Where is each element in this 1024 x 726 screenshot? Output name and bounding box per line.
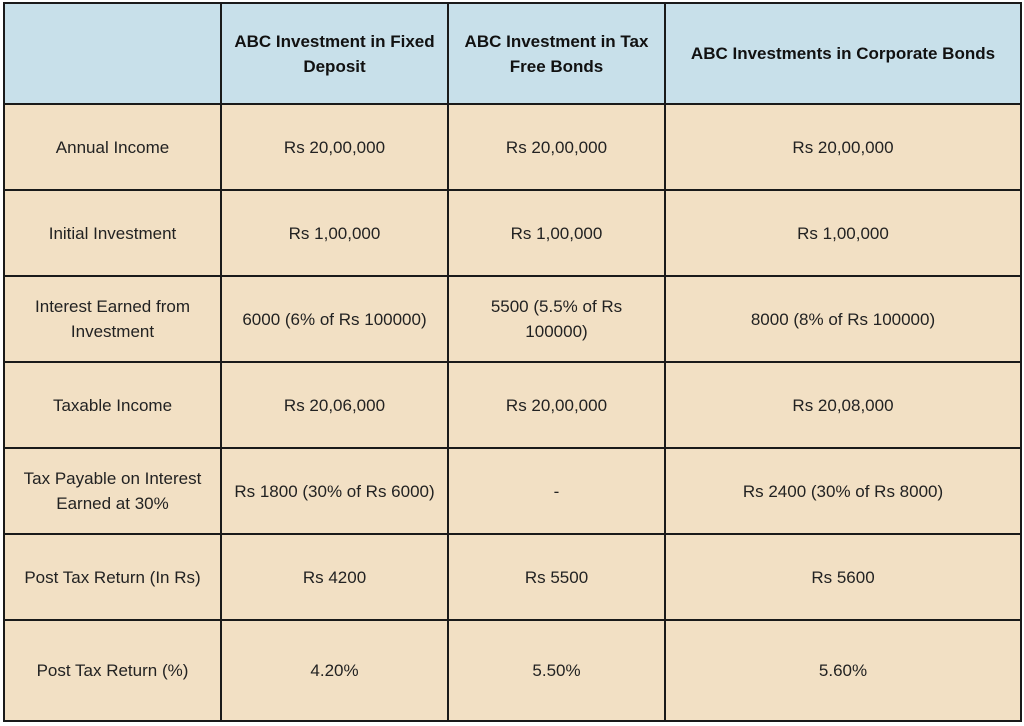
row-label: Post Tax Return (In Rs) [4, 534, 221, 620]
table-cell: Rs 1,00,000 [221, 190, 448, 276]
table-cell: 5500 (5.5% of Rs 100000) [448, 276, 665, 362]
table-cell: 5.60% [665, 620, 1021, 721]
row-label: Interest Earned from Investment [4, 276, 221, 362]
table-row [4, 534, 1021, 620]
row-label: Annual Income [4, 104, 221, 190]
table-row [4, 362, 1021, 448]
table-row [4, 276, 1021, 362]
header-row [4, 3, 1021, 104]
table-cell: Rs 20,08,000 [665, 362, 1021, 448]
header-cell-fixed-deposit: ABC Investment in Fixed Deposit [221, 3, 448, 104]
comparison-table [3, 2, 1022, 722]
table-row [4, 104, 1021, 190]
header-cell-empty [4, 3, 221, 104]
header-cell-tax-free-bonds: ABC Investment in Tax Free Bonds [448, 3, 665, 104]
table-cell: Rs 1800 (30% of Rs 6000) [221, 448, 448, 534]
row-label: Initial Investment [4, 190, 221, 276]
table-cell: Rs 20,00,000 [221, 104, 448, 190]
table-row [4, 620, 1021, 721]
table-cell: Rs 1,00,000 [448, 190, 665, 276]
table-row [4, 448, 1021, 534]
table-cell: - [448, 448, 665, 534]
header-cell-corporate-bonds: ABC Investments in Corporate Bonds [665, 3, 1021, 104]
row-label: Post Tax Return (%) [4, 620, 221, 721]
table-cell: Rs 20,00,000 [448, 104, 665, 190]
table-row [4, 190, 1021, 276]
table-cell: 5.50% [448, 620, 665, 721]
table-cell: Rs 20,00,000 [448, 362, 665, 448]
row-label: Taxable Income [4, 362, 221, 448]
row-label: Tax Payable on Interest Earned at 30% [4, 448, 221, 534]
table-cell: 4.20% [221, 620, 448, 721]
table-cell: Rs 2400 (30% of Rs 8000) [665, 448, 1021, 534]
table-cell: 6000 (6% of Rs 100000) [221, 276, 448, 362]
table-cell: Rs 20,06,000 [221, 362, 448, 448]
table-cell: Rs 1,00,000 [665, 190, 1021, 276]
table-cell: 8000 (8% of Rs 100000) [665, 276, 1021, 362]
table-cell: Rs 5500 [448, 534, 665, 620]
table-cell: Rs 4200 [221, 534, 448, 620]
table-cell: Rs 5600 [665, 534, 1021, 620]
table-cell: Rs 20,00,000 [665, 104, 1021, 190]
